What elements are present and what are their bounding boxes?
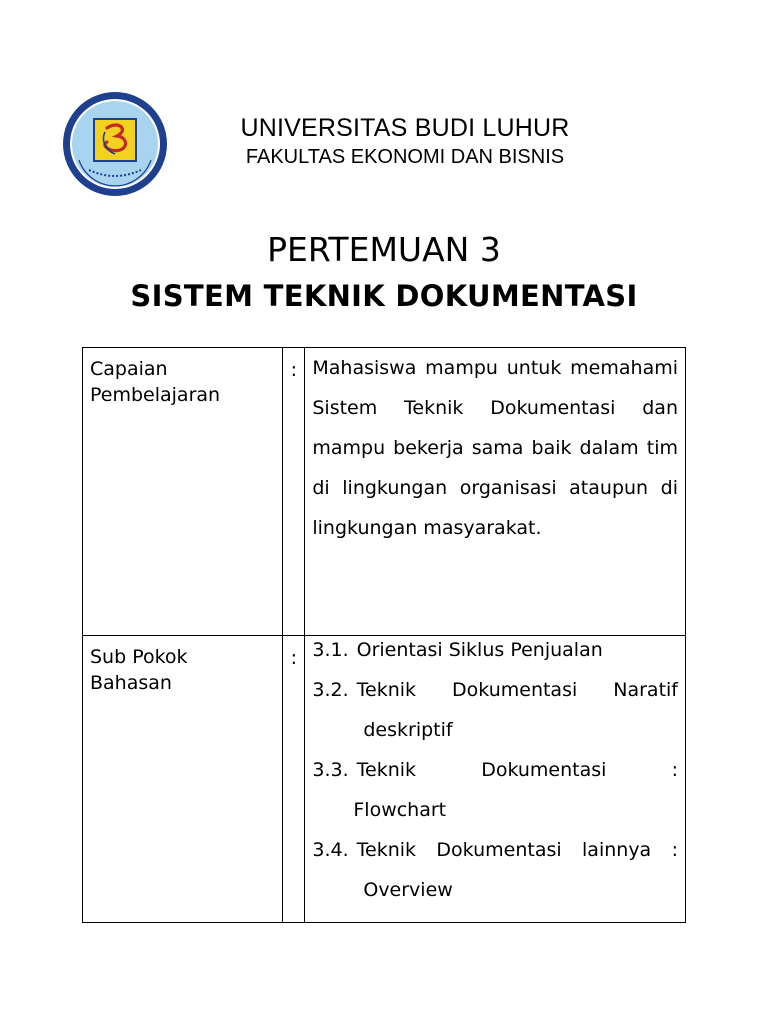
list-item-text: Orientasi Siklus Penjualan — [356, 639, 603, 661]
institution-header — [195, 113, 615, 169]
list-item-number: 3.1. — [312, 639, 349, 661]
table-row — [83, 636, 686, 923]
list-item-continuation: deskriptif — [363, 719, 453, 741]
row-label-line: Sub Pokok — [90, 646, 188, 668]
list-item — [312, 750, 678, 790]
list-item-text: Teknik Dokumentasi Naratif — [356, 679, 678, 701]
list-item-continuation: Overview — [363, 879, 453, 901]
university-logo — [61, 90, 169, 198]
course-info-table — [82, 347, 686, 923]
list-item-number: 3.2. — [312, 679, 349, 701]
faculty-name: FAKULTAS EKONOMI DAN BISNIS — [245, 146, 565, 168]
row-label-line: Pembelajaran — [90, 384, 221, 406]
list-item-text: Teknik Dokumentasi lainnya : — [356, 839, 678, 861]
row-label-line: Bahasan — [90, 672, 172, 694]
topic-title: SISTEM TEKNIK DOKUMENTASI — [130, 279, 638, 313]
row-colon: : — [283, 348, 305, 636]
row-content — [305, 348, 686, 636]
list-item-text: Teknik Dokumentasi : — [356, 759, 678, 781]
row-label — [83, 348, 283, 636]
list-item — [312, 670, 678, 710]
row-label-line: Capaian — [90, 358, 168, 380]
row-colon: : — [283, 636, 305, 923]
table-row — [83, 348, 686, 636]
university-logo-icon — [61, 90, 169, 198]
list-item-number: 3.4. — [312, 839, 349, 861]
list-item-number: 3.3. — [312, 759, 349, 781]
list-item-continuation: Flowchart — [353, 799, 447, 821]
list-item — [312, 630, 678, 670]
learning-outcome-text: Mahasiswa mampu untuk memahami Sistem Teknik Dokumentasi dan mampu bekerja sama baik dalam tim di lingkungan organisasi ataupun di lingkungan masyarakat. — [312, 357, 678, 539]
row-label — [83, 636, 283, 923]
row-content — [305, 636, 686, 923]
university-name: UNIVERSITAS BUDI LUHUR — [240, 114, 570, 142]
meeting-title: PERTEMUAN 3 — [267, 230, 501, 269]
list-item — [312, 830, 678, 870]
